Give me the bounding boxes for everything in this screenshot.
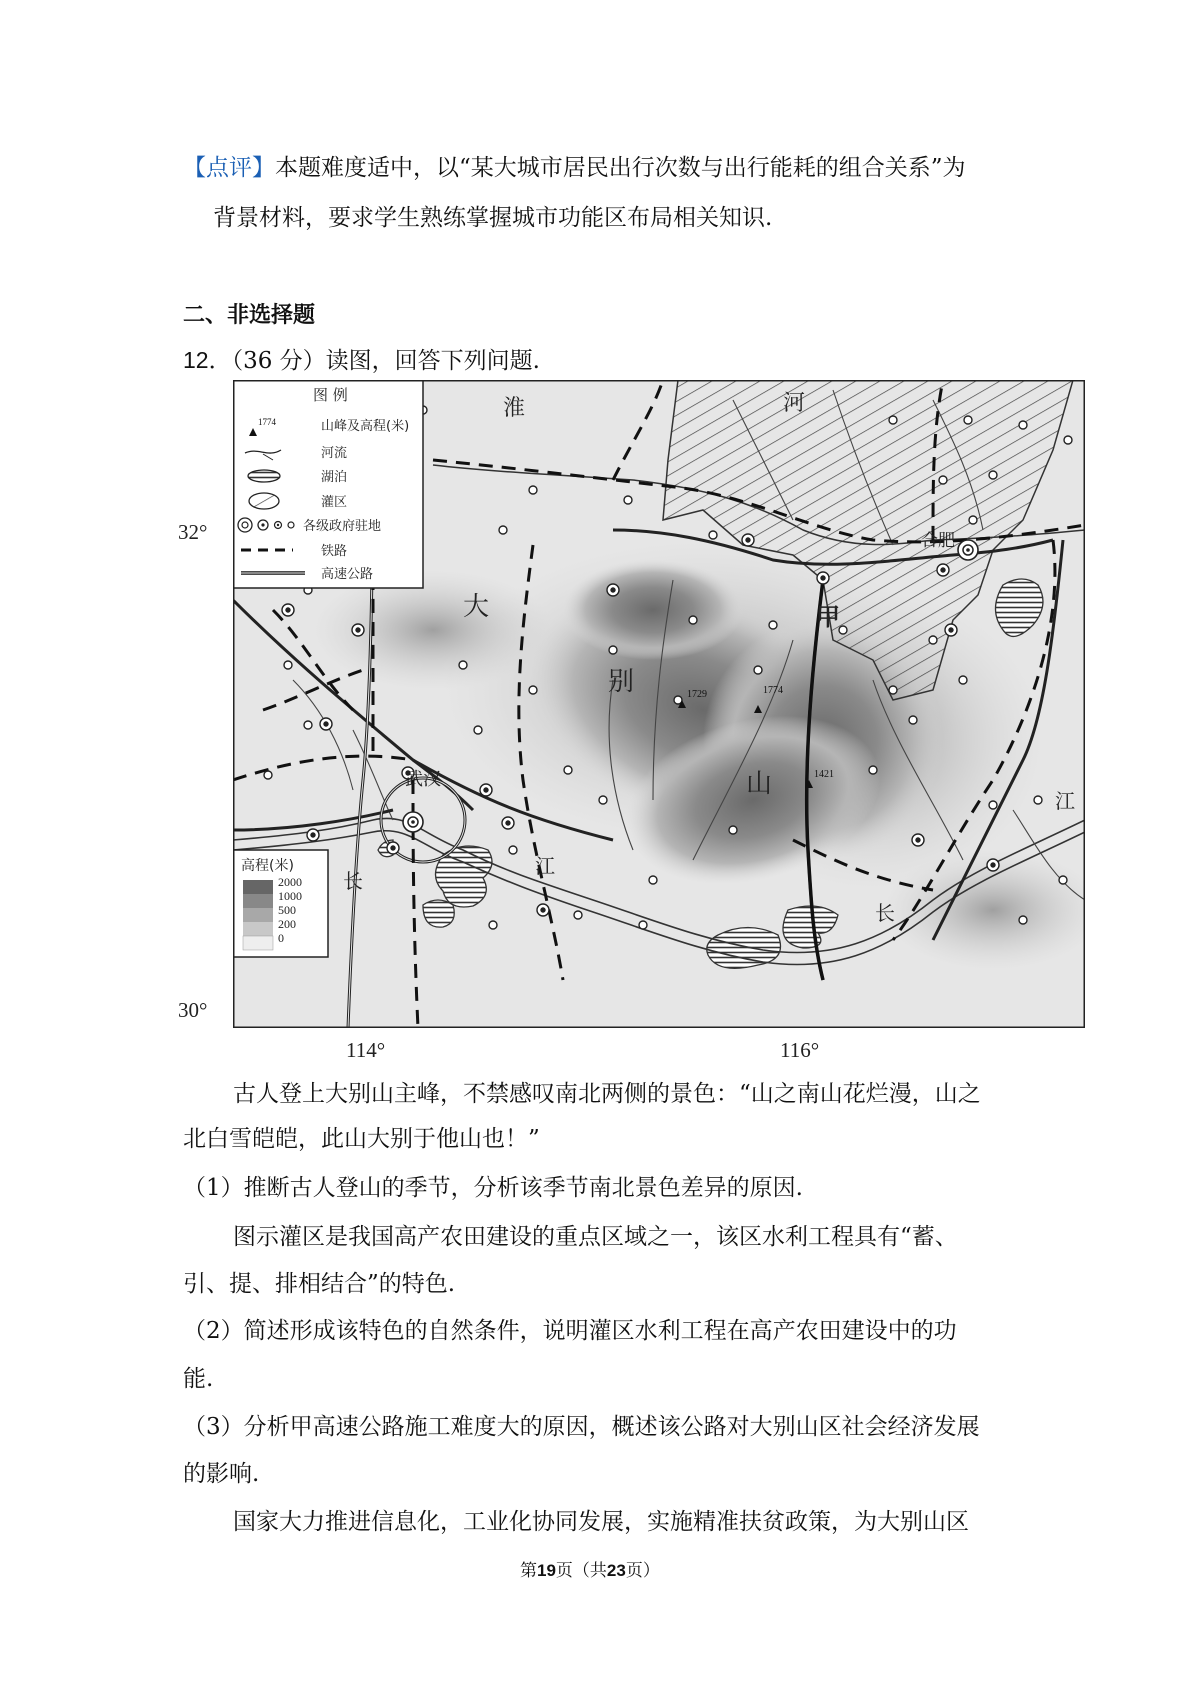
sub-question-3-line-1: （3）分析甲高速公路施工难度大的原因，概述该公路对大别山区社会经济发展	[183, 1414, 980, 1440]
label-he: 河	[783, 391, 806, 416]
map-figure	[233, 380, 1085, 1028]
footer-suffix: 页）	[625, 1561, 660, 1581]
label-bie: 别	[608, 667, 635, 697]
elevation-level-0: 0	[278, 931, 284, 945]
lat-label-32: 32°	[178, 520, 208, 544]
paragraph-1-line-1: 古人登上大别山主峰，不禁感叹南北两侧的景色：“山之南山花烂漫，山之	[233, 1081, 981, 1107]
label-da: 大	[463, 592, 490, 622]
elevation-level-200: 200	[278, 917, 296, 931]
lon-label-116: 116°	[780, 1038, 820, 1062]
section-heading: 二、非选择题	[183, 303, 316, 328]
footer-total-pages: 23	[606, 1561, 626, 1580]
label-jiang-west: 江	[535, 854, 555, 878]
footer-page-number: 19	[537, 1561, 556, 1580]
elevation-legend-title: 高程(米)	[241, 858, 294, 874]
question-score: （36 分）	[231, 348, 326, 374]
elevation-level-1000: 1000	[278, 889, 302, 903]
footer-prefix: 第	[520, 1561, 537, 1581]
legend-label-railway: 铁路	[321, 544, 348, 559]
label-chang-west: 长	[343, 869, 363, 893]
label-jiang-east: 江	[1055, 789, 1075, 813]
legend-label-peak: 山峰及高程(米)	[321, 419, 410, 434]
comment-text-1: 本题难度适中，以“某大城市居民出行次数与出行能耗的组合关系”为	[275, 155, 966, 181]
comment-line-2: 背景材料，要求学生熟练掌握城市功能区布局相关知识.	[213, 205, 773, 231]
sub-question-3-line-2: 的影响.	[183, 1461, 260, 1487]
legend-label-lake: 湖泊	[321, 470, 348, 485]
question-prompt: 读图，回答下列问题.	[325, 348, 540, 374]
legend-title: 图 例	[313, 386, 348, 404]
page-footer	[520, 1556, 660, 1581]
label-jia: 甲	[816, 603, 840, 631]
lon-label-114: 114°	[346, 1038, 386, 1062]
label-wuhan: 武汉	[405, 769, 441, 790]
peak-elevation-1729: 1729	[687, 689, 707, 700]
question-header	[183, 346, 540, 376]
map-legend	[233, 380, 423, 588]
legend-peak-sample: 1774	[258, 417, 276, 427]
comment-line-1	[183, 154, 966, 183]
question-number: 12．	[183, 347, 232, 373]
legend-label-river: 河流	[321, 446, 348, 461]
comment-bracket-label: 【点评】	[183, 155, 275, 181]
lat-label-30: 30°	[178, 998, 208, 1022]
legend-irrigation-area-icon	[249, 493, 279, 509]
label-chang-east: 长	[875, 901, 895, 925]
paragraph-1-line-2: 北白雪皑皑，此山大别于他山也！”	[183, 1126, 540, 1152]
legend-label-irrigation: 灌区	[321, 495, 348, 510]
legend-label-expressway: 高速公路	[321, 567, 374, 582]
label-hefei: 合肥	[921, 531, 955, 551]
peak-elevation-1774: 1774	[763, 685, 783, 696]
sub-question-2-line-2: 能.	[183, 1366, 214, 1392]
footer-mid: 页（共	[555, 1561, 607, 1581]
paragraph-3-line-1: 国家大力推进信息化，工业化协同发展，实施精准扶贫政策，为大别山区	[233, 1509, 969, 1535]
sub-question-2-line-1: （2）简述形成该特色的自然条件，说明灌区水利工程在高产农田建设中的功	[183, 1318, 957, 1344]
elevation-legend	[233, 850, 328, 957]
legend-lake-icon	[248, 470, 280, 482]
paragraph-2-line-1: 图示灌区是我国高产农田建设的重点区域之一，该区水利工程具有“蓄、	[233, 1224, 958, 1250]
sub-question-1: （1）推断古人登山的季节，分析该季节南北景色差异的原因.	[183, 1175, 803, 1201]
elevation-level-500: 500	[278, 903, 296, 917]
elevation-level-2000: 2000	[278, 875, 302, 889]
legend-label-government: 各级政府驻地	[303, 519, 382, 534]
label-shan: 山	[746, 769, 773, 799]
paragraph-2-line-2: 引、提、排相结合”的特色.	[183, 1271, 456, 1297]
peak-elevation-1421: 1421	[814, 769, 834, 780]
label-huai: 淮	[503, 396, 526, 421]
